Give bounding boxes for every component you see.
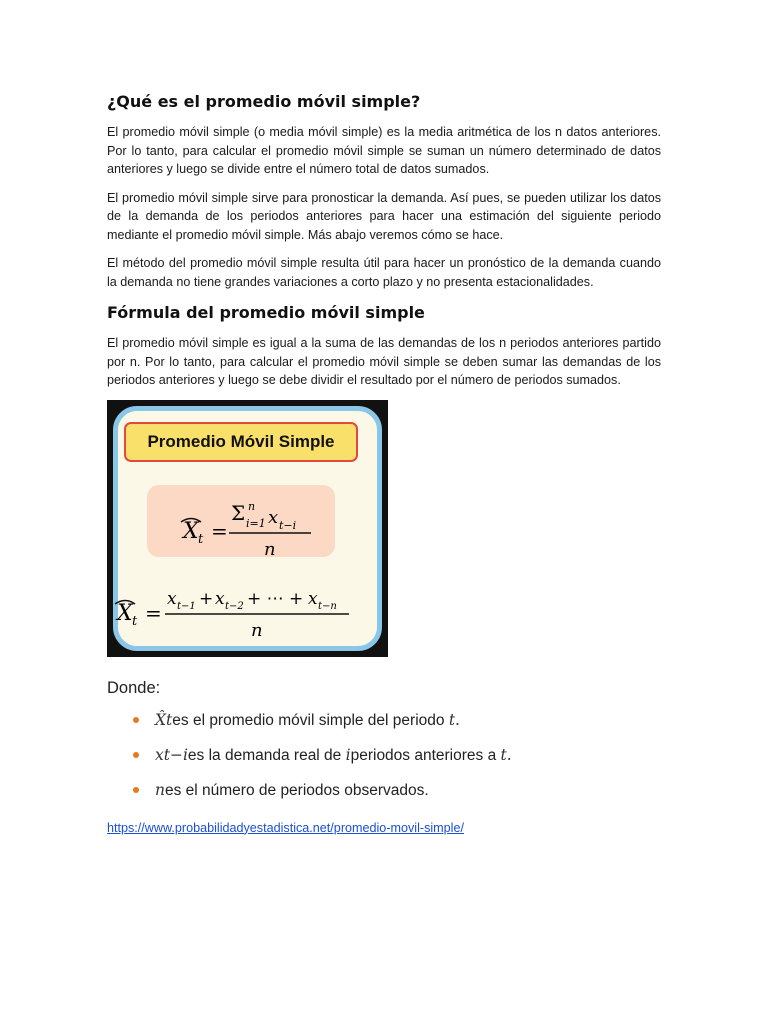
svg-text:n: n — [264, 538, 276, 560]
donde-label: Donde: — [107, 678, 161, 697]
formula-figure-title: Promedio Móvil Simple — [124, 422, 358, 462]
svg-text:t−1: t−1 — [177, 600, 196, 612]
item-text: es el promedio móvil simple del periodo — [172, 711, 445, 729]
list-item — [107, 741, 661, 776]
source-link[interactable]: https://www.probabilidadyestadistica.net/promedio-movil-simple/ — [107, 820, 464, 835]
list-item — [107, 706, 661, 741]
svg-text:x: x — [268, 506, 279, 528]
paragraph-1: El promedio móvil simple (o media móvil simple) es la media aritmética de los n datos anteriores. Por lo tanto, para calcular el promedio móvil simple se suman un número determinado de datos anteriores y luego se divide entre el número total de datos sumados. — [107, 125, 661, 176]
section-heading-what-is: ¿Qué es el promedio móvil simple? — [107, 92, 421, 111]
symbol-i: i — [345, 745, 351, 764]
item-text-2: periodos anteriores a — [350, 746, 497, 764]
svg-text:x: x — [308, 588, 318, 609]
paragraph-4: El promedio móvil simple es igual a la suma de las demandas de los n periodos anteriores partido por n. Por lo tanto, para calcular el promedio móvil simple se deben sumar las demandas de los periodos anteriores y luego se debe dividir el resultado por el número de periodos sumados. — [107, 336, 661, 387]
svg-text:+ ⋯ +: + ⋯ + — [247, 588, 304, 609]
formula-expanded — [115, 589, 349, 641]
symbol-n: n — [155, 780, 165, 799]
svg-text:t: t — [132, 613, 138, 629]
svg-text:X: X — [183, 518, 199, 544]
svg-text:+: + — [199, 588, 214, 609]
symbol-t: t. — [500, 745, 512, 764]
svg-text:n: n — [248, 499, 256, 513]
symbol-t: t. — [448, 710, 460, 729]
svg-text:t−i: t−i — [279, 518, 297, 532]
svg-text:t: t — [198, 531, 204, 547]
formula-summation — [181, 500, 311, 560]
paragraph-3: El método del promedio móvil simple resulta útil para hacer un pronóstico de la demanda cuando la demanda no tiene grandes variaciones a corto plazo y no presenta estacionalidades. — [107, 256, 661, 289]
bullet-icon — [133, 752, 139, 758]
svg-text:n: n — [251, 619, 263, 641]
item-text: es el número de periodos observados. — [164, 781, 429, 799]
svg-text:t−n: t−n — [318, 600, 337, 612]
paragraph-2: El promedio móvil simple sirve para pronosticar la demanda. Así pues, se pueden utilizar los datos de la demanda de los periodos anteriores para hacer una estimación del siguiente periodo mediante el promedio móvil simple. Más abajo veremos cómo se hace. — [107, 190, 661, 242]
symbol-xhat-t: X̂t — [155, 710, 173, 729]
svg-text:x: x — [167, 588, 177, 609]
bullet-icon — [133, 787, 139, 793]
definitions-list — [107, 706, 661, 811]
bullet-icon — [133, 717, 139, 723]
section-heading-formula: Fórmula del promedio móvil simple — [107, 303, 425, 322]
document-page — [107, 92, 661, 837]
formula-figure — [107, 400, 388, 657]
list-item — [107, 776, 661, 811]
svg-text:x: x — [215, 588, 225, 609]
svg-text:i=1: i=1 — [246, 516, 266, 530]
symbol-x-t-minus-i: xt−i — [155, 745, 188, 764]
svg-text:=: = — [211, 518, 228, 543]
svg-text:X: X — [117, 600, 133, 626]
svg-text:Σ: Σ — [231, 500, 246, 525]
item-text: es la demanda real de — [187, 746, 342, 764]
svg-text:=: = — [145, 600, 162, 625]
formula-equations — [107, 400, 388, 657]
svg-text:t−2: t−2 — [225, 600, 244, 612]
